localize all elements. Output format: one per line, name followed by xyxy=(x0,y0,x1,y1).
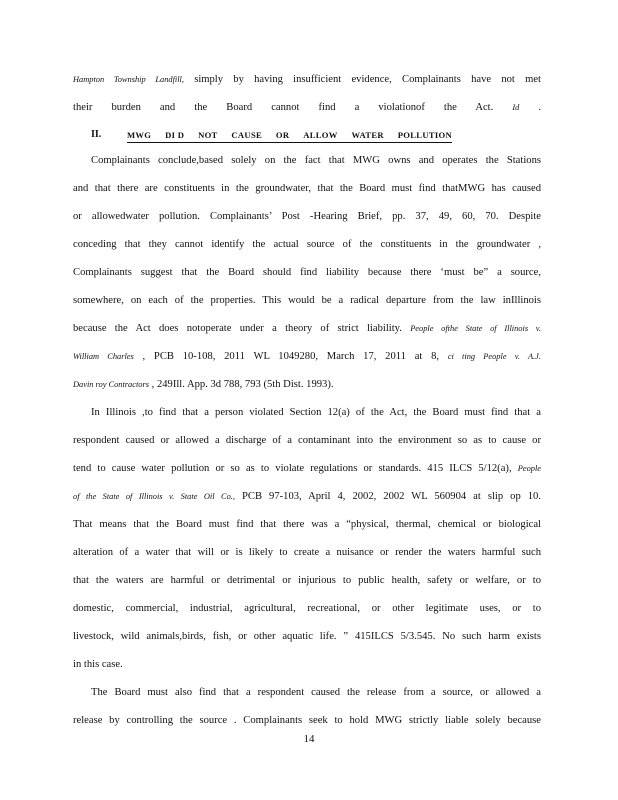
heading-word: DI D xyxy=(165,130,185,140)
body-line xyxy=(73,546,541,560)
line-text: . xyxy=(519,102,541,113)
line-text: because the Act does notoperate under a theory of strict liability. xyxy=(73,323,411,334)
body-line xyxy=(73,658,541,672)
line-text: alteration of a water that will or is likely to create a nuisance or render the waters harmful such xyxy=(73,547,541,558)
body-line xyxy=(73,574,541,588)
line-text: In Illinois ,to find that a person violated Section 12(a) of the Act, the Board must find that a xyxy=(91,407,541,418)
citation-text: William Charles xyxy=(73,352,134,361)
body-line xyxy=(73,434,541,448)
body-line xyxy=(73,322,541,336)
body-line xyxy=(91,686,541,700)
line-text: That means that the Board must find that there was a “physical, thermal, chemical or biological xyxy=(73,519,541,530)
line-text: Complainants suggest that the Board should find liability because there ‘must be” a source, xyxy=(73,267,541,278)
line-text: release by controlling the source . Complainants seek to hold MWG strictly liable solely because xyxy=(73,715,541,726)
heading-word: CAUSE xyxy=(231,130,263,140)
line-text: livestock, wild animals,birds, fish, or other aquatic life. ” 415ILCS 5/3.545. No such harm exists xyxy=(73,631,541,642)
heading-word: ALLOW xyxy=(303,130,338,140)
line-text: somewhere, on each of the properties. This would be a radical departure from the law inIllinois xyxy=(73,295,541,306)
body-line xyxy=(73,73,541,87)
citation-text: People xyxy=(517,464,541,473)
body-line xyxy=(73,714,541,728)
heading-word: POLLUTION xyxy=(397,130,452,140)
section-heading xyxy=(127,128,452,143)
citation-text: of the State of Illinois v. State Oil Co., xyxy=(73,492,235,501)
heading-word: MWG xyxy=(127,130,152,140)
section-number: II. xyxy=(91,129,102,140)
line-text: and that there are constituents in the groundwater, that the Board must find thatMWG has caused xyxy=(73,183,541,194)
body-line xyxy=(73,490,541,504)
body-line xyxy=(73,602,541,616)
citation-text: Davin roy Contractors xyxy=(73,380,149,389)
citation-text: Hampton Township Landfill, xyxy=(73,75,184,84)
heading-word: OR xyxy=(275,130,290,140)
body-line xyxy=(91,154,541,168)
body-line xyxy=(73,462,541,476)
citation-text: Id xyxy=(512,103,520,112)
body-line xyxy=(73,294,541,308)
body-line xyxy=(73,378,541,392)
line-text: tend to cause water pollution or so as to violate regulations or standards. 415 ILCS 5/12(a), xyxy=(73,463,518,474)
line-text: The Board must also find that a respondent caused the release from a source, or allowed a xyxy=(91,687,541,698)
line-text: Complainants conclude,based solely on the fact that MWG owns and operates the Stations xyxy=(91,155,541,166)
body-line xyxy=(73,630,541,644)
line-text: simply by having insufficient evidence, Complainants have not met xyxy=(183,74,541,85)
body-line xyxy=(73,101,541,115)
body-line xyxy=(73,210,541,224)
body-line xyxy=(91,406,541,420)
line-text: or allowedwater pollution. Complainants’ Post -Hearing Brief, pp. 37, 49, 60, 70. Despite xyxy=(73,211,541,222)
line-text: domestic, commercial, industrial, agricultural, recreational, or other legitimate uses, or to xyxy=(73,603,541,614)
line-text: that the waters are harmful or detrimental or injurious to public health, safety or welfare, or to xyxy=(73,575,541,586)
line-text: respondent caused or allowed a discharge of a contaminant into the environment so as to cause or xyxy=(73,435,541,446)
line-text: PCB 97-103, April 4, 2002, 2002 WL 560904 at slip op 10. xyxy=(234,491,541,502)
line-text: , 249Ill. App. 3d 788, 793 (5th Dist. 1993). xyxy=(149,379,334,390)
body-line xyxy=(73,266,541,280)
line-text: in this case. xyxy=(73,659,123,670)
heading-word: NOT xyxy=(198,130,218,140)
line-text: their burden and the Board cannot find a violationof the Act. xyxy=(73,102,513,113)
line-text: conceding that they cannot identify the actual source of the constituents in the groundwater , xyxy=(73,239,541,250)
heading-word: WATER xyxy=(351,130,384,140)
body-line xyxy=(73,518,541,532)
line-text: , PCB 10-108, 2011 WL 1049280, March 17, 2011 at 8, xyxy=(133,351,448,362)
page-number: 14 xyxy=(303,733,315,745)
body-line xyxy=(73,350,541,364)
citation-text: People ofthe State of Illinois v. xyxy=(410,324,541,333)
body-line xyxy=(73,238,541,252)
body-line xyxy=(73,182,541,196)
citation-text: ci ting People v. A.J. xyxy=(447,352,541,361)
